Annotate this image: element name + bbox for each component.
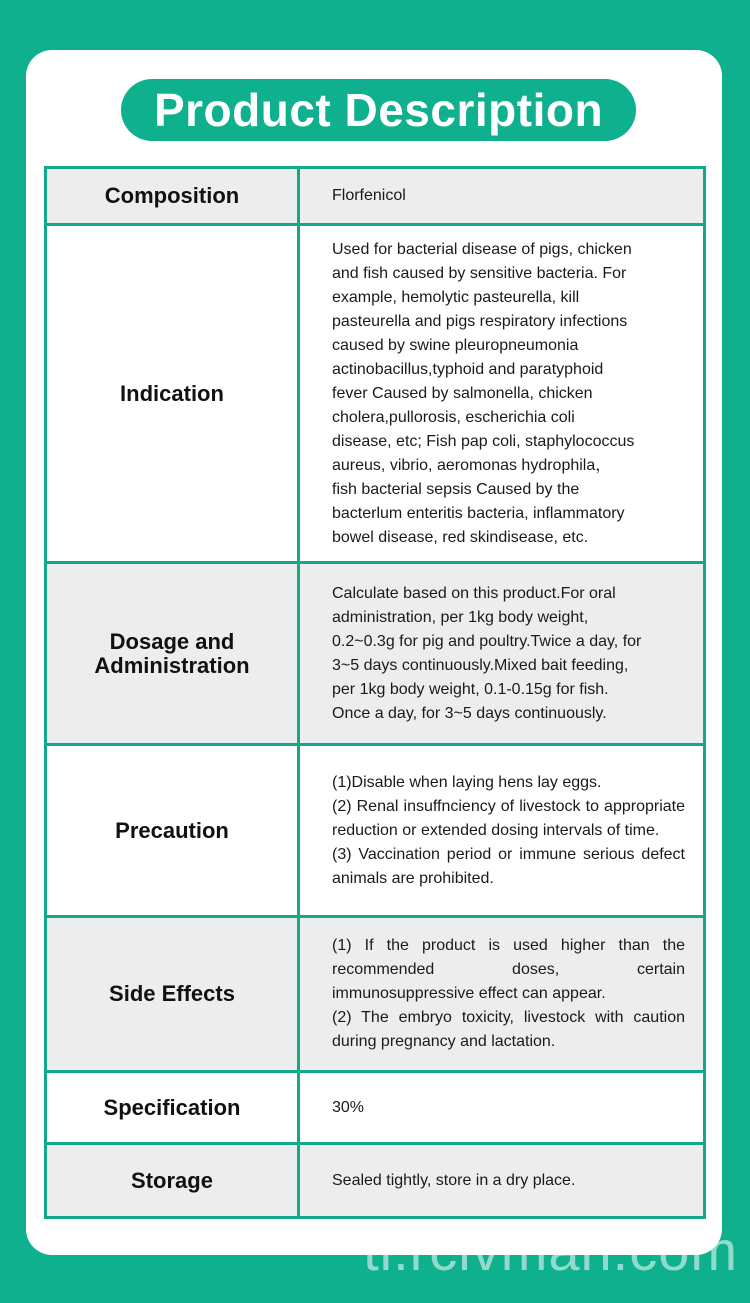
row-label-specification: Specification	[46, 1072, 299, 1144]
value-line: example, hemolytic pasteurella, kill	[332, 288, 580, 306]
value-line: aureus, vibrio, aeromonas hydrophila，	[332, 456, 612, 474]
value-line: 30%	[332, 1098, 365, 1116]
row-label-indication: Indication	[46, 225, 299, 563]
row-value-side-effects	[299, 917, 705, 1072]
row-value-storage	[299, 1144, 705, 1218]
row-value-indication	[299, 225, 705, 563]
table-row-storage	[46, 1144, 705, 1218]
value-line: fever Caused by salmonella, chicken	[332, 384, 593, 402]
value-line: Used for bacterial disease of pigs, chicken	[332, 240, 632, 258]
value-paragraph: (1) If the product is used higher than the recommended doses, certain immunosuppressive effect can appear.	[332, 937, 685, 1002]
value-line: caused by swine pleuropneumonia	[332, 336, 579, 354]
value-line: and fish caused by sensitive bacteria. For	[332, 264, 627, 282]
row-label-side-effects: Side Effects	[46, 917, 299, 1072]
value-line: per 1kg body weight, 0.1-0.15g for fish.	[332, 680, 609, 698]
value-line: Sealed tightly, store in a dry place.	[332, 1171, 576, 1189]
product-description-table	[44, 166, 706, 1219]
value-line: disease, etc; Fish pap coli, staphylococcus	[332, 432, 635, 450]
table-row-specification	[46, 1072, 705, 1144]
table-row-composition	[46, 168, 705, 225]
row-label-precaution: Precaution	[46, 745, 299, 917]
value-line: 3~5 days continuously.Mixed bait feeding,	[332, 656, 629, 674]
row-value-composition	[299, 168, 705, 225]
page-title: Product Description	[121, 79, 636, 141]
value-paragraph: (3) Vaccination period or immune serious defect animals are prohibited.	[332, 845, 685, 887]
label-line: Administration	[94, 652, 250, 678]
value-paragraph: (2) The embryo toxicity, livestock with caution during pregnancy and lactation.	[332, 1009, 685, 1050]
value-line: Calculate based on this product.For oral	[332, 584, 616, 602]
table-row-precaution	[46, 745, 705, 917]
value-line: fish bacterial sepsis Caused by the	[332, 480, 580, 498]
value-line: administration, per 1kg body weight,	[332, 608, 589, 626]
label-line: Dosage and	[109, 628, 235, 654]
value-paragraph: (2) Renal insuffnciency of livestock to appropriate reduction or extended dosing intervals of time.	[332, 797, 685, 839]
table-row-indication	[46, 225, 705, 563]
row-value-precaution	[299, 745, 705, 917]
row-label-composition: Composition	[46, 168, 299, 225]
value-line: pasteurella and pigs respiratory infections	[332, 312, 628, 330]
row-value-specification	[299, 1072, 705, 1144]
table-row-side-effects	[46, 917, 705, 1072]
watermark-text: tl.rclvman.com	[363, 1219, 738, 1282]
value-line: Florfenicol	[332, 187, 406, 204]
row-label-storage: Storage	[46, 1144, 299, 1218]
row-label-dosage	[46, 563, 299, 745]
table-row-dosage	[46, 563, 705, 745]
row-value-dosage	[299, 563, 705, 745]
value-paragraph: (1)Disable when laying hens lay eggs.	[332, 773, 602, 791]
value-line: 0.2~0.3g for pig and poultry.Twice a day, for	[332, 632, 642, 650]
value-line: cholera,pullorosis, escherichia coli	[332, 408, 575, 426]
value-line: Once a day, for 3~5 days continuously.	[332, 704, 607, 722]
value-line: bowel disease, red skindisease, etc.	[332, 528, 589, 546]
value-line: bacterlum enteritis bacteria, inflammatory	[332, 504, 625, 522]
value-line: actinobacillus,typhoid and paratyphoid	[332, 360, 604, 378]
